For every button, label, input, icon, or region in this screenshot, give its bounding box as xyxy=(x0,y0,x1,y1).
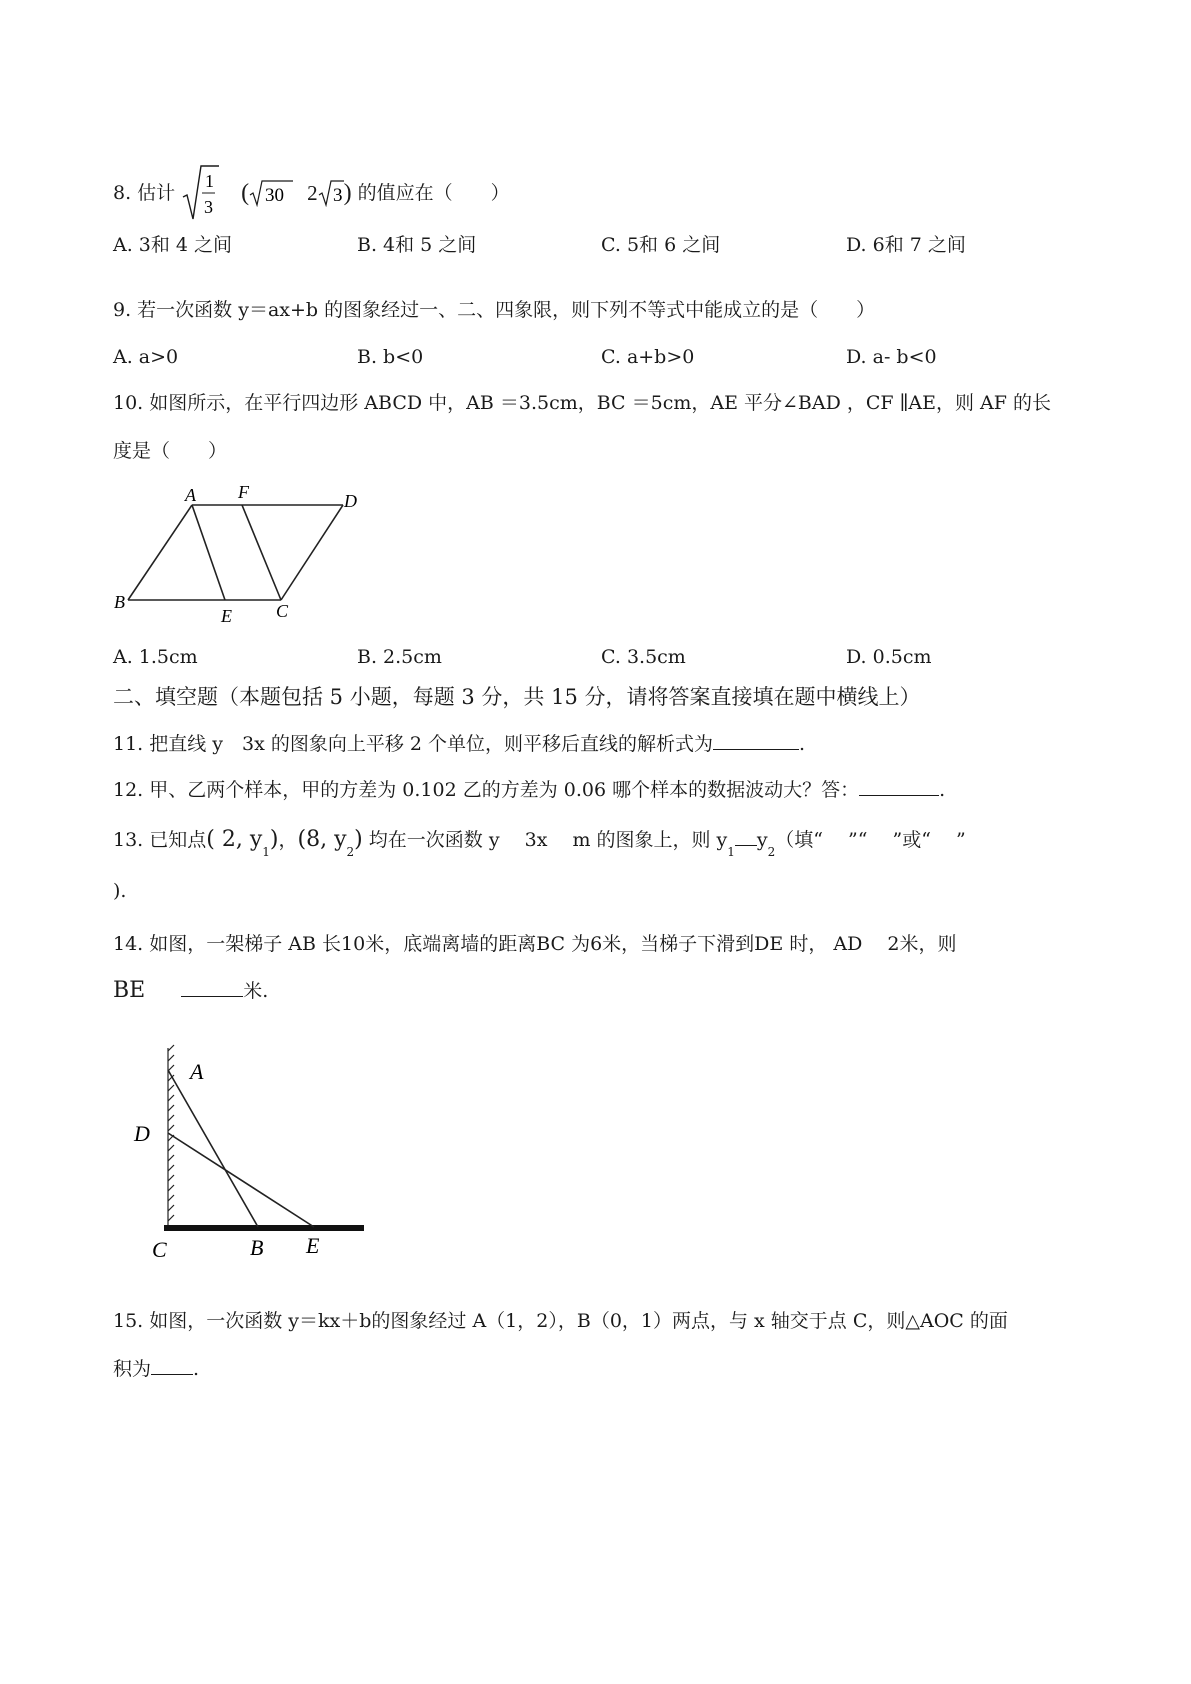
question-13: 13. 已知点( 2, $y_1$)，(8, $y_2$) 均在一次函数 y 3x m 的图象上，则 $y_1y_2$（填“ ”“ ”或“ ” xyxy=(113,827,966,859)
segment-cf xyxy=(242,505,281,600)
q8-frac-den: 3 xyxy=(204,197,214,217)
sqrt-30 xyxy=(249,179,293,207)
side-cd xyxy=(281,505,343,600)
side-ab xyxy=(128,505,192,600)
label-a: A xyxy=(190,1059,204,1084)
svg-text:3: 3 xyxy=(332,185,343,206)
question-12: 12. 甲、乙两个样本，甲的方差为 0.102 乙的方差为 0.06 哪个样本的数据波动大？答： . xyxy=(113,779,946,801)
q8-frac-num: 1 xyxy=(205,171,215,191)
section-2-title: 二、填空题（本题包括 5 小题，每题 3 分，共 15 分，请将答案直接填在题中横线上） xyxy=(113,685,921,709)
label-d: D xyxy=(344,491,357,511)
question-14-line-2: BE 米. xyxy=(113,978,269,1003)
question-14-line-1: 14. 如图，一架梯子 AB 长10米，底端离墙的距离BC 为6米，当梯子下滑到DE 时， AD 2米，则 xyxy=(113,933,957,955)
label-e: E xyxy=(306,1233,320,1258)
q8-coef: 2 xyxy=(307,181,318,205)
q8-label: 8. 估计 xyxy=(113,182,176,204)
question-10-line-2: 度是（ ） xyxy=(113,440,228,462)
ground xyxy=(164,1225,364,1231)
question-13-line-2: ). xyxy=(113,880,127,902)
label-b: B xyxy=(250,1235,264,1258)
q12-answer-blank[interactable] xyxy=(859,777,939,796)
ladder-figure xyxy=(128,1043,378,1258)
q15-answer-blank[interactable] xyxy=(151,1356,193,1375)
question-15-line-1: 15. 如图，一次函数 y＝kx＋b的图象经过 A（1，2），B（0，1）两点，与 x 轴交于点 C，则△AOC 的面 xyxy=(113,1310,1008,1332)
label-c: C xyxy=(276,601,289,621)
q8-option-c[interactable]: C. 5和 6 之间 xyxy=(601,234,721,256)
sqrt-one-third xyxy=(181,163,219,223)
q11-answer-blank[interactable] xyxy=(713,731,799,750)
question-8 xyxy=(113,163,510,223)
segment-ae xyxy=(192,505,225,600)
label-f: F xyxy=(238,483,249,502)
q10-option-c[interactable]: C. 3.5cm xyxy=(601,646,686,668)
q9-option-a[interactable]: A. a>0 xyxy=(113,346,179,368)
q10-option-a[interactable]: A. 1.5cm xyxy=(113,646,198,668)
q13-answer-blank[interactable] xyxy=(735,827,757,846)
ladder-de xyxy=(168,1133,314,1227)
q8-tail: 的值应在（ ） xyxy=(357,182,510,204)
q8-option-d[interactable]: D. 6和 7 之间 xyxy=(846,234,966,256)
q9-option-c[interactable]: C. a+b>0 xyxy=(601,346,695,368)
label-a: A xyxy=(185,485,196,505)
q8-option-b[interactable]: B. 4和 5 之间 xyxy=(357,234,477,256)
q9-option-d[interactable]: D. a- b<0 xyxy=(846,346,937,368)
q8-expression: ( 30 2 3 ) xyxy=(241,180,352,206)
q10-option-d[interactable]: D. 0.5cm xyxy=(846,646,932,668)
parallelogram-figure xyxy=(108,483,368,628)
question-9: 9. 若一次函数 y＝ax+b 的图象经过一、二、四象限，则下列不等式中能成立的是（ ） xyxy=(113,299,876,321)
ladder-ab xyxy=(168,1070,258,1227)
q10-option-b[interactable]: B. 2.5cm xyxy=(357,646,442,668)
q9-option-b[interactable]: B. b<0 xyxy=(357,346,424,368)
question-15-line-2: 积为 . xyxy=(113,1358,200,1380)
q14-answer-blank[interactable] xyxy=(181,978,243,997)
label-e: E xyxy=(221,606,232,626)
svg-text:30: 30 xyxy=(265,185,285,206)
sqrt-3 xyxy=(318,179,344,207)
label-c: C xyxy=(152,1237,167,1258)
question-11: 11. 把直线 y 3x 的图象向上平移 2 个单位，则平移后直线的解析式为 . xyxy=(113,733,806,755)
label-b: B xyxy=(114,592,125,612)
label-d: D xyxy=(134,1121,150,1146)
question-10-line-1: 10. 如图所示，在平行四边形 ABCD 中，AB ＝3.5cm，BC ＝5cm，AE 平分∠BAD ，CF ∥AE，则 AF 的长 xyxy=(113,392,1051,414)
q8-option-a[interactable]: A. 3和 4 之间 xyxy=(113,234,233,256)
